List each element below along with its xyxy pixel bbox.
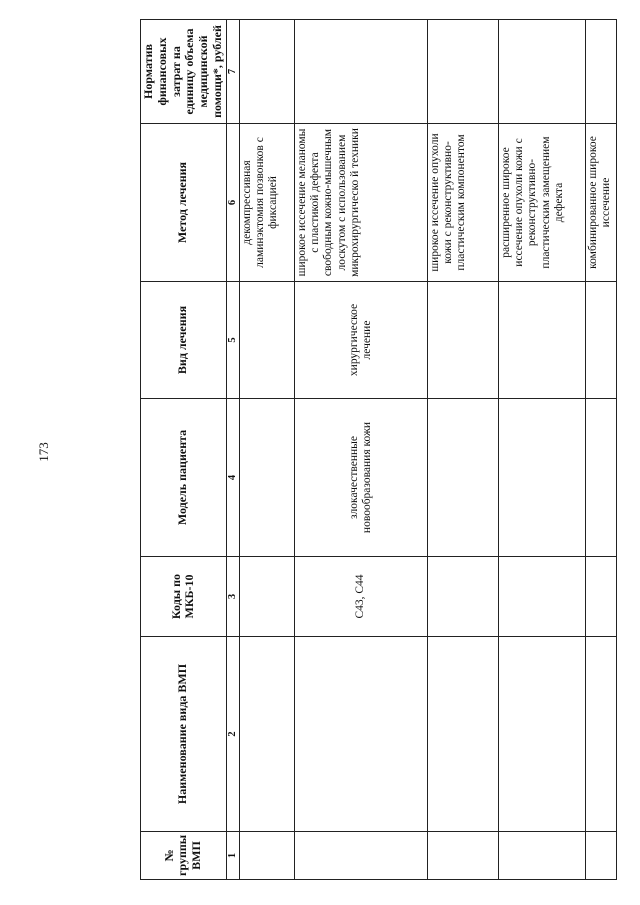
header-vmp-name: Наименование вида ВМП (141, 637, 227, 832)
table-cell (498, 637, 585, 832)
table-cell (239, 20, 294, 124)
column-number: 1 (226, 832, 239, 880)
method-cell: декомпрессивная ламинэктомия позвонков с фиксацией (239, 124, 294, 282)
table-cell (498, 832, 585, 880)
table-cell (294, 832, 427, 880)
header-group-no: № группы ВМП (141, 832, 227, 880)
header-icd-codes: Коды по МКБ-10 (141, 557, 227, 637)
table-cell (294, 20, 427, 124)
header-treatment-method: Метод лечения (141, 124, 227, 282)
table-cell (239, 399, 294, 557)
table-cell (585, 557, 616, 637)
table-cell (427, 557, 498, 637)
table-cell (585, 20, 616, 124)
column-number: 7 (226, 20, 239, 124)
header-patient-model: Модель пациента (141, 399, 227, 557)
table-cell (498, 557, 585, 637)
table-cell (585, 637, 616, 832)
table-cell (585, 832, 616, 880)
table-cell (427, 20, 498, 124)
method-cell: расширенное широкое иссечение опухоли кожи с реконструктивно-пластическим замещением дефекта (498, 124, 585, 282)
method-cell: широкое иссечение опухоли кожи с реконструктивно-пластическим компонентом (427, 124, 498, 282)
table-row (498, 20, 585, 880)
table-cell (239, 637, 294, 832)
table-row (294, 20, 427, 880)
header-treatment-type: Вид лечения (141, 282, 227, 399)
table-frame (140, 0, 613, 880)
table-cell (585, 399, 616, 557)
table-cell (294, 637, 427, 832)
column-number: 5 (226, 282, 239, 399)
column-number: 4 (226, 399, 239, 557)
method-cell: комбинированное широкое иссечение (585, 124, 616, 282)
table-cell (239, 832, 294, 880)
table-cell (498, 20, 585, 124)
table-cell (498, 282, 585, 399)
column-number: 3 (226, 557, 239, 637)
table-cell (498, 399, 585, 557)
page-number: 173 (36, 442, 51, 462)
table-cell (585, 282, 616, 399)
method-cell: широкое иссечение меланомы с пластикой дефекта свободным кожно-мышечным лоскутом с использованием микрохирургическо й техники (294, 124, 427, 282)
table-row (427, 20, 498, 880)
table-row (239, 20, 294, 880)
header-row (141, 20, 227, 880)
column-number: 6 (226, 124, 239, 282)
table-cell (427, 637, 498, 832)
column-number: 2 (226, 637, 239, 832)
column-number-row (226, 20, 239, 880)
vmp-table (140, 19, 617, 880)
patient-model-cell: злокачественные новообразования кожи (294, 399, 427, 557)
treatment-type-cell: хирургическое лечение (294, 282, 427, 399)
table-cell (239, 557, 294, 637)
table-cell (427, 832, 498, 880)
table-row (585, 20, 616, 880)
table-cell (427, 282, 498, 399)
header-cost-norm: Норматив финансовых затрат на единицу объема медицинской помощи*, рублей (141, 20, 227, 124)
table-cell (239, 282, 294, 399)
table-cell (427, 399, 498, 557)
icd-codes-cell: C43, C44 (294, 557, 427, 637)
